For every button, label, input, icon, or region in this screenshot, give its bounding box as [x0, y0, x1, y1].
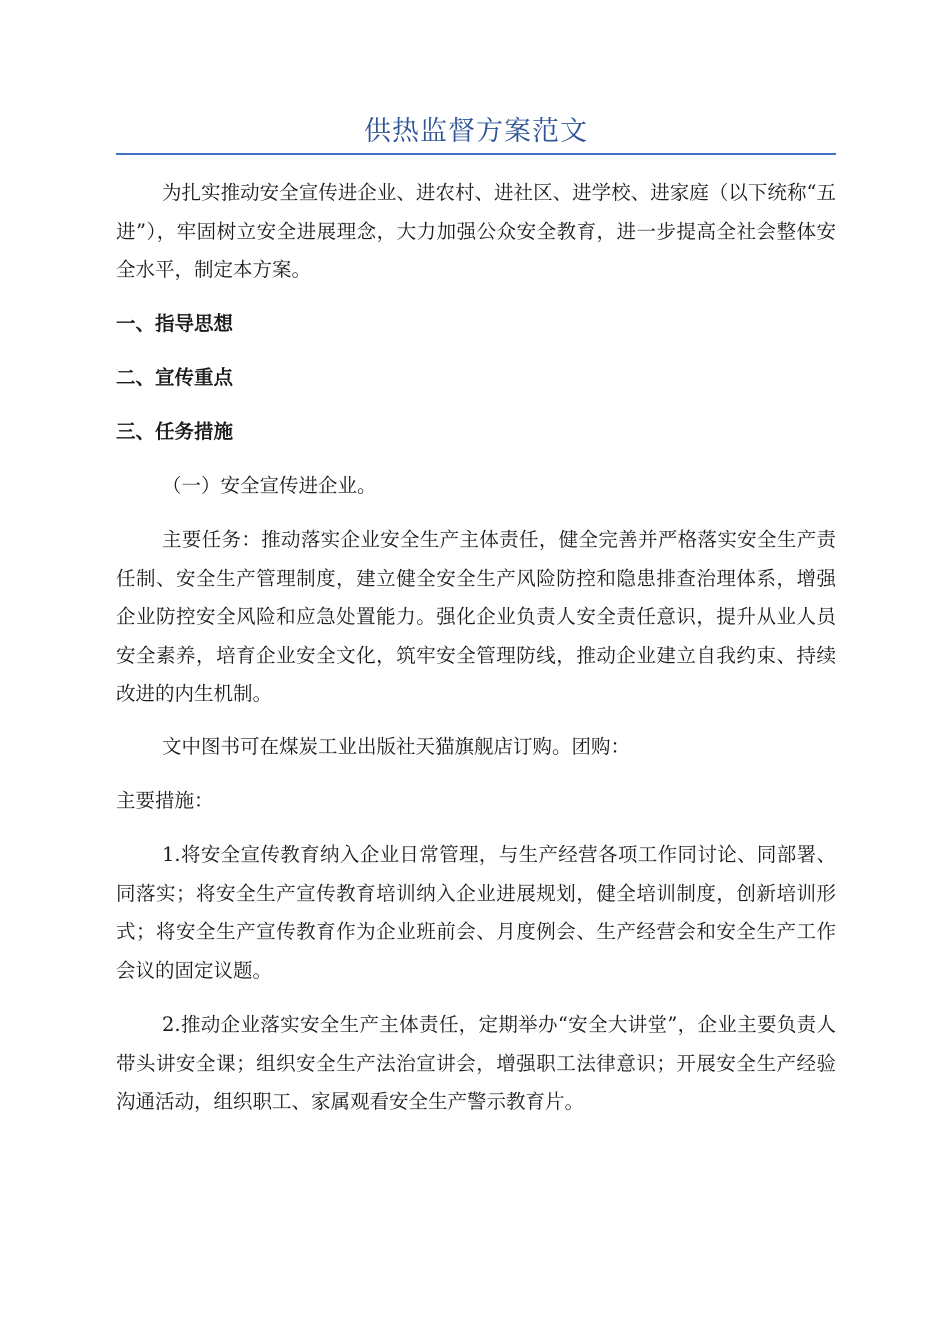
note-paragraph: 文中图书可在煤炭工业出版社天猫旗舰店订购。团购：	[162, 735, 631, 758]
measures-label: 主要措施：	[116, 789, 214, 812]
document-title: 供热监督方案范文	[364, 116, 588, 147]
heading-task-measures: 三、任务措施	[116, 420, 234, 443]
main-task-paragraph: 主要任务：推动落实企业安全生产主体责任，健全完善并严格落实安全生产责任制、安全生产管理制度，建立健全安全生产风险防控和隐患排查治理体系，增强企业防控安全风险和应急处置能力。强化企业负责人安全责任意识，提升从业人员安全素养，培育企业安全文化，筑牢安全管理防线，推动企业建立自我约束、持续改进的内生机制。	[116, 528, 836, 705]
title-underline	[116, 153, 836, 155]
heading-guiding-thought: 一、指导思想	[116, 312, 234, 335]
heading-publicity-focus: 二、宣传重点	[116, 366, 234, 389]
measure-2-paragraph: 2.推动企业落实安全生产主体责任，定期举办“安全大讲堂”，企业主要负责人带头讲安全课；组织安全生产法治宣讲会，增强职工法律意识；开展安全生产经验沟通活动，组织职工、家属观看安全生产警示教育片。	[116, 1013, 836, 1113]
measure-1-paragraph: 1.将安全宣传教育纳入企业日常管理，与生产经营各项工作同讨论、同部署、同落实；将安全生产宣传教育培训纳入企业进展规划，健全培训制度，创新培训形式；将安全生产宣传教育作为企业班前会、月度例会、生产经营会和安全生产工作会议的固定议题。	[116, 843, 836, 982]
intro-paragraph: 为扎实推动安全宣传进企业、进农村、进社区、进学校、进家庭（以下统称“五进”），牢固树立安全进展理念，大力加强公众安全教育，进一步提高全社会整体安全水平，制定本方案。	[116, 181, 836, 281]
subheading-enterprise: （一）安全宣传进企业。	[162, 474, 377, 497]
